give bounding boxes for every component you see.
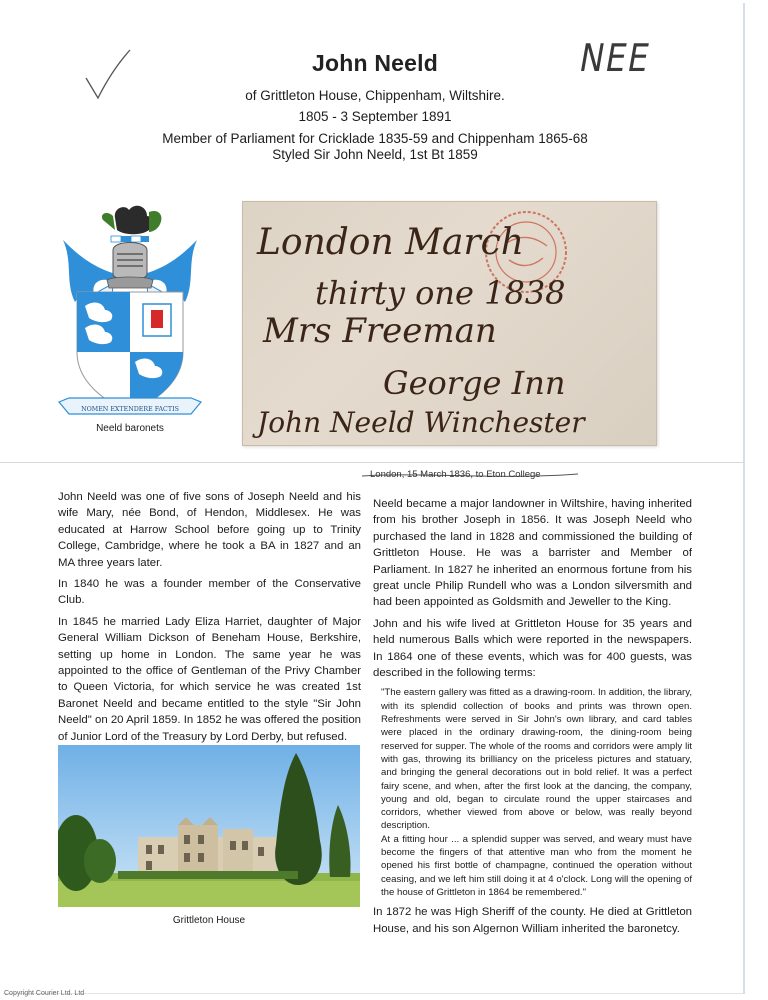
arms-caption: Neeld baronets [96, 423, 164, 434]
letter-line-2: thirty one 1838 [315, 274, 566, 312]
dates-line: 1805 - 3 September 1891 [298, 109, 452, 124]
coat-of-arms-image [55, 202, 205, 420]
parliament-line: Member of Parliament for Cricklade 1835-59 and Chippenham 1865-68 [162, 131, 588, 146]
quote-part-1: "The eastern gallery was fitted as a drawing-room. In addition, the library, with its splendid collection of books and prints was thrown open. Refreshments were served in Sir John's own library, and card tables were placed in the ordinary drawing-room, the dining-room being reserved for supper. The whole of the rooms and corridors were amply lit with gas, throwing its brilliancy on the priceless pictures and statuary, and bringing the general decorations out in bold relief. It was a perfect fairy scene, and when, after the first look at the dancing, the company, young and old, began to circulate round the upper staircases and corridors, whether viewed from above or below, was really beyond description. [381, 687, 692, 832]
letter-image [242, 201, 657, 446]
page-title: John Neeld [312, 50, 438, 76]
bio-paragraph-3: In 1845 he married Lady Eliza Harriet, daughter of Major General William Dickson of Beneham House, Berkshire, setting up home in London. The same year he was appointed to the office of Gentleman of the Privy Chamber to Queen Victoria, for which service he was created 1st Baronet Neeld and became entitled to the style "Sir John Neeld" on 20 April 1859. In 1852 he was offered the position of Junior Lord of the Treasury by Lord Derby, but refused. [58, 615, 361, 743]
bio-paragraph-1: John Neeld was one of five sons of Joseph Neeld and his wife Mary, née Bond, of Hendon, Middlesex. He was educated at Harrow School before going up to Trinity College, Cambridge, where he took a BA in 1827 and an MA three years later. [58, 491, 361, 569]
fold-line [0, 462, 744, 463]
handwritten-note: NEE [576, 36, 655, 80]
copyright-watermark: Copyright Courier Ltd. Ltd [4, 990, 85, 997]
history-paragraph-2: John and his wife lived at Grittleton House for 35 years and held numerous Balls which were reported in the newspapers. In 1864 one of these events, which was for 400 guests, was described in the following terms: [373, 617, 692, 680]
history-paragraph-3: In 1872 he was High Sheriff of the county. He died at Grittleton House, and his son Algernon William inherited the baronetcy. [373, 906, 692, 935]
letter-handwriting [243, 202, 656, 445]
letter-line-1: London March [257, 222, 524, 263]
left-column [58, 489, 361, 750]
grittleton-house-photo [58, 745, 360, 907]
house-caption: Grittleton House [172, 915, 246, 926]
history-paragraph-1: Neeld became a major landowner in Wiltshire, having inherited from his brother Joseph in 1856. It was Joseph Neeld who purchased the land in 1828 and commissioned the building of Grittleton House. He was a barrister and Member of Parliament. In 1827 he inherited an enormous fortune from his great uncle Philip Rundell who was a London silversmith and had been appointed as Goldsmith and Jeweller to the King. [373, 498, 692, 609]
letter-line-3: Mrs Freeman [263, 311, 497, 351]
quote-part-2: At a fitting hour ... a splendid supper was served, and weary must have become the fingers of that attentive man who from the moment he opened his first bottle of champagne, continued the operation without ceasing, and we left him still doing it at 4 o'clock. Long will the opening of the house of Grittleton in 1864 be remembered." [381, 833, 692, 898]
motto-text: NOMEN EXTENDERE FACTIS [81, 406, 179, 413]
motto-scroll [55, 398, 205, 418]
letter-caption: London, 15 March 1836, to Eton College [370, 469, 541, 480]
right-column [373, 496, 692, 942]
bio-paragraph-2: In 1840 he was a founder member of the Conservative Club. [58, 578, 361, 607]
letter-line-4: George Inn [383, 364, 566, 402]
styled-line: Styled Sir John Neeld, 1st Bt 1859 [272, 147, 478, 162]
letter-signature: John Neeld Winchester [257, 406, 585, 439]
ball-quote [381, 686, 692, 899]
residence-line: of Grittleton House, Chippenham, Wiltshire. [245, 88, 505, 103]
